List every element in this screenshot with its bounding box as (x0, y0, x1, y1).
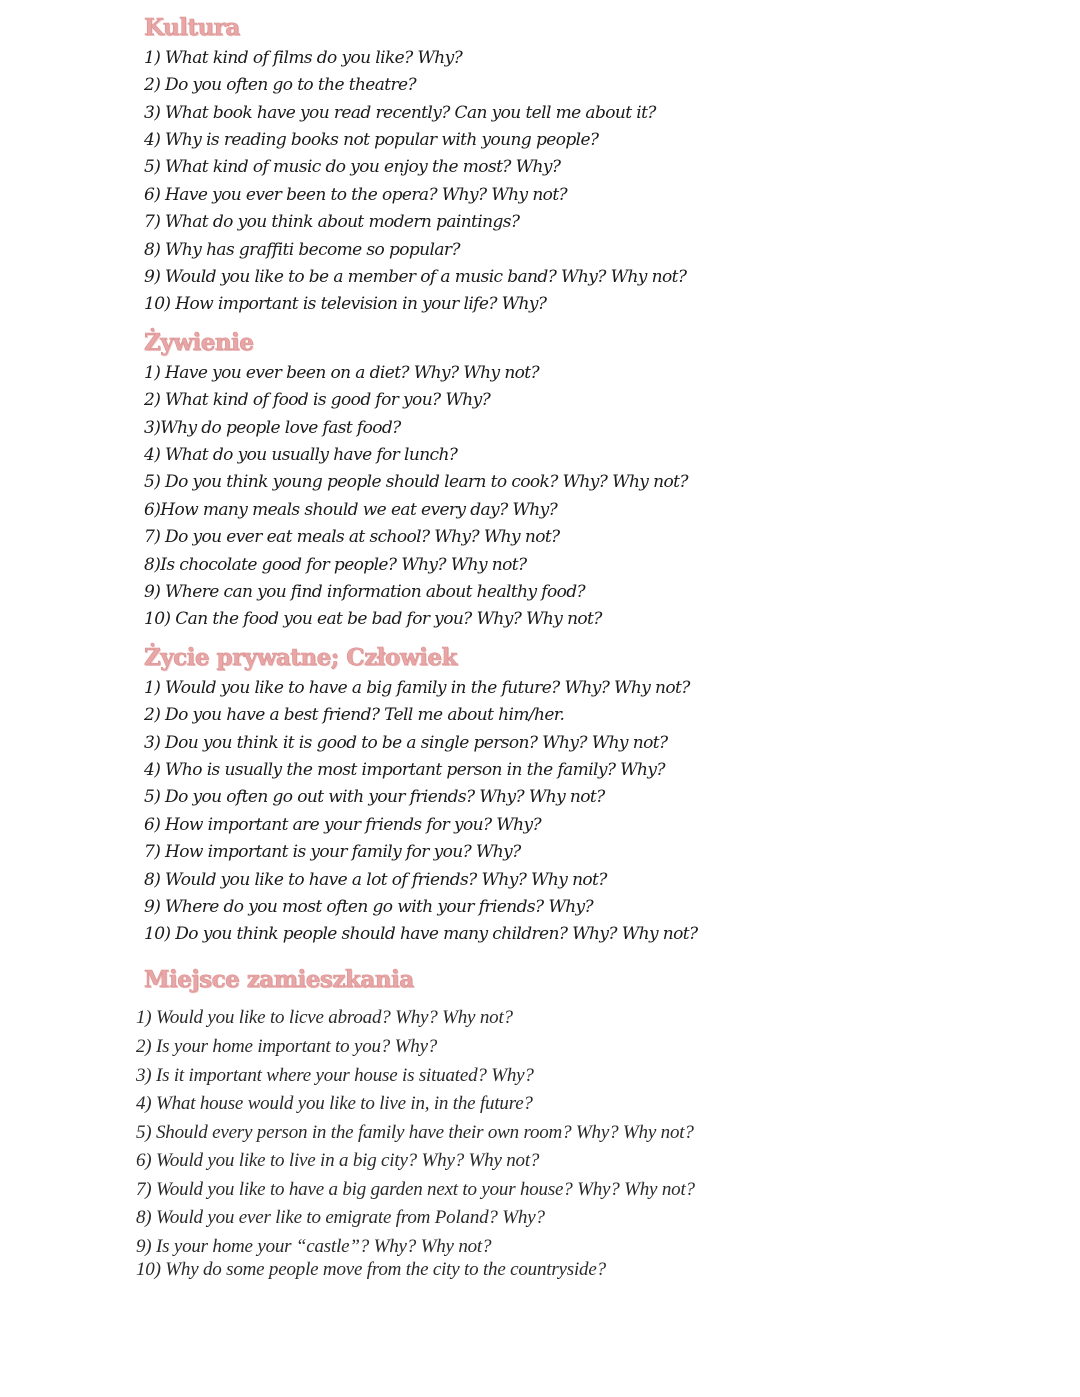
question-item: 7) What do you think about modern paintings? (144, 212, 520, 232)
question-item: 7) Would you like to have a big garden next to your house? Why? Why not? (136, 1179, 695, 1200)
section-title: Życie prywatne; Człowiek (144, 644, 457, 671)
question-item: 8)Is chocolate good for people? Why? Why not? (144, 555, 527, 575)
question-item: 7) Do you ever eat meals at school? Why? Why not? (144, 527, 560, 547)
question-item: 5) What kind of music do you enjoy the most? Why? (144, 157, 561, 177)
question-item: 2) Do you often go to the theatre? (144, 75, 417, 95)
question-item: 6) Would you like to live in a big city? Why? Why not? (136, 1150, 540, 1171)
question-item: 3)Why do people love fast food? (144, 418, 401, 438)
question-item: 8) Would you ever like to emigrate from Poland? Why? (136, 1207, 545, 1228)
question-item: 5) Do you think young people should learn to cook? Why? Why not? (144, 472, 688, 492)
question-item: 9) Would you like to be a member of a music band? Why? Why not? (144, 267, 687, 287)
question-item: 8) Would you like to have a lot of friends? Why? Why not? (144, 870, 607, 890)
section-title: Żywienie (144, 329, 254, 356)
question-item: 6) Have you ever been to the opera? Why? Why not? (144, 185, 568, 205)
question-item: 4) Why is reading books not popular with young people? (144, 130, 599, 150)
question-item: 2) What kind of food is good for you? Why? (144, 390, 491, 410)
question-item: 10) How important is television in your life? Why? (144, 294, 547, 314)
question-item: 2) Is your home important to you? Why? (136, 1036, 438, 1057)
question-item: 6) How important are your friends for you? Why? (144, 815, 542, 835)
question-item: 5) Do you often go out with your friends? Why? Why not? (144, 787, 605, 807)
question-item: 9) Where do you most often go with your friends? Why? (144, 897, 594, 917)
question-item: 4) What house would you like to live in, in the future? (136, 1093, 533, 1114)
question-item: 3) Is it important where your house is situated? Why? (136, 1065, 534, 1086)
question-item: 3) Dou you think it is good to be a single person? Why? Why not? (144, 733, 668, 753)
question-item: 8) Why has graffiti become so popular? (144, 240, 460, 260)
question-item: 3) What book have you read recently? Can you tell me about it? (144, 103, 656, 123)
question-item: 1) Would you like to licve abroad? Why? Why not? (136, 1007, 513, 1028)
question-item: 4) What do you usually have for lunch? (144, 445, 458, 465)
section-title: Kultura (144, 14, 240, 41)
question-item: 2) Do you have a best friend? Tell me about him/her. (144, 705, 565, 725)
question-item: 10) Why do some people move from the city to the countryside? (136, 1259, 606, 1280)
question-item: 1) Have you ever been on a diet? Why? Why not? (144, 363, 540, 383)
question-item: 9) Is your home your “castle”? Why? Why not? (136, 1236, 492, 1257)
question-item: 10) Do you think people should have many children? Why? Why not? (144, 924, 698, 944)
question-item: 4) Who is usually the most important person in the family? Why? (144, 760, 665, 780)
question-item: 10) Can the food you eat be bad for you? Why? Why not? (144, 609, 602, 629)
question-item: 6)How many meals should we eat every day? Why? (144, 500, 558, 520)
question-item: 1) What kind of films do you like? Why? (144, 48, 463, 68)
question-item: 5) Should every person in the family have their own room? Why? Why not? (136, 1122, 694, 1143)
question-item: 9) Where can you find information about healthy food? (144, 582, 586, 602)
question-item: 7) How important is your family for you? Why? (144, 842, 521, 862)
section-title: Miejsce zamieszkania (144, 966, 414, 993)
question-item: 1) Would you like to have a big family in the future? Why? Why not? (144, 678, 690, 698)
